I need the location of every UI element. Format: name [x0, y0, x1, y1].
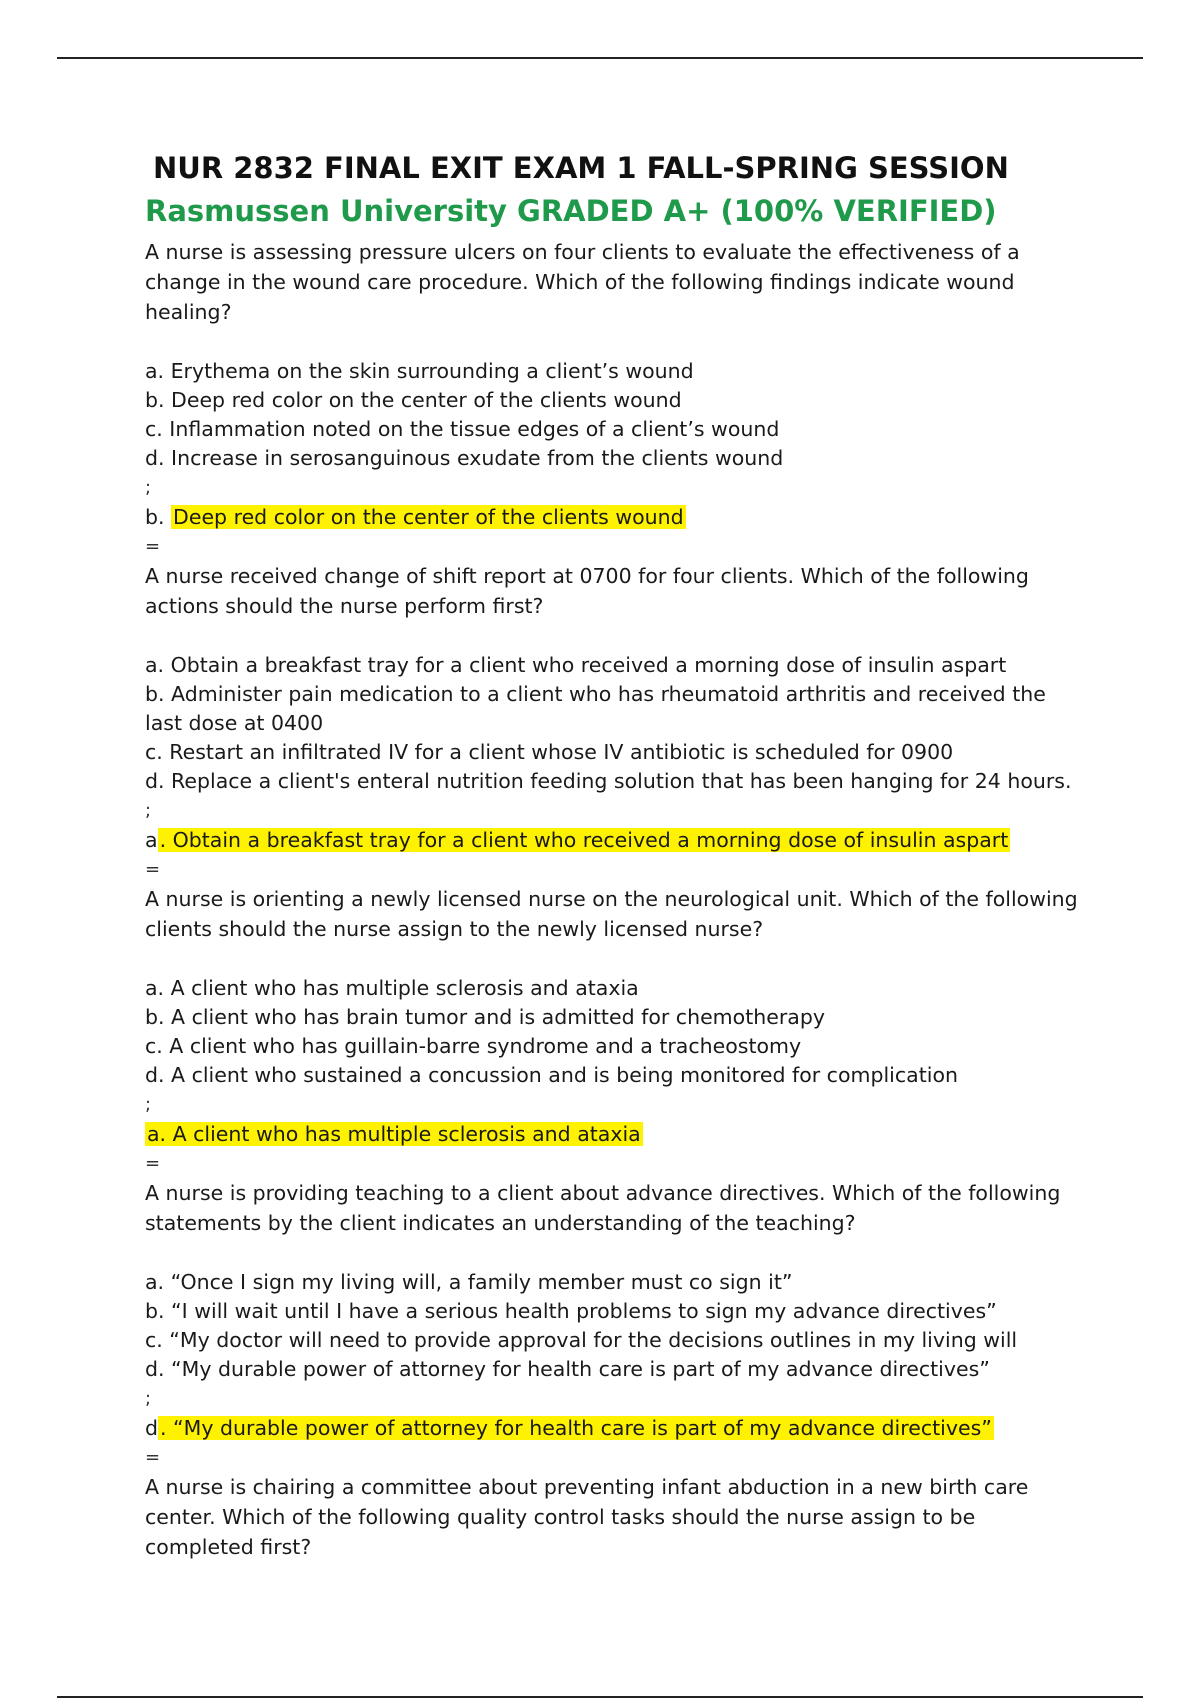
- final-question-text: A nurse is chairing a committee about preventing infant abduction in a new birth care center. Which of the following quality control tasks should the nurse assign to be completed first?: [145, 1475, 1029, 1559]
- question-block: [145, 561, 1085, 884]
- question-text: A nurse is orienting a newly licensed nurse on the neurological unit. Which of the following clients should the nurse assign to the newly licensed nurse?: [145, 887, 1078, 941]
- answer-line: [145, 502, 1085, 532]
- answer-line: [145, 1119, 1085, 1149]
- answer-highlight: a. A client who has multiple sclerosis and ataxia: [147, 1122, 641, 1146]
- question-text: A nurse is assessing pressure ulcers on four clients to evaluate the effectiveness of a change in the wound care procedure. Which of the following findings indicate wound healing?: [145, 240, 1020, 324]
- separator-equals: =: [145, 536, 161, 557]
- answer-highlight: Deep red color on the center of the clients wound: [173, 505, 684, 529]
- option-list: [145, 651, 1085, 796]
- separator-semicolon: ;: [145, 1094, 152, 1115]
- option-item: c. A client who has guillain-barre syndrome and a tracheostomy: [145, 1034, 802, 1058]
- option-item: a. Obtain a breakfast tray for a client who received a morning dose of insulin aspart: [145, 653, 1007, 677]
- option-list: [145, 1268, 1085, 1384]
- question-block: [145, 237, 1085, 561]
- separator-semicolon: ;: [145, 800, 152, 821]
- option-item: d. “My durable power of attorney for health care is part of my advance directives”: [145, 1357, 990, 1381]
- option-item: c. Restart an infiltrated IV for a client whose IV antibiotic is scheduled for 0900: [145, 740, 954, 764]
- option-list: [145, 974, 1085, 1090]
- option-item: a. “Once I sign my living will, a family member must co sign it”: [145, 1270, 793, 1294]
- option-item: d. Increase in serosanguinous exudate from the clients wound: [145, 446, 784, 470]
- option-item: b. “I will wait until I have a serious health problems to sign my advance directives”: [145, 1299, 997, 1323]
- option-item: c. Inflammation noted on the tissue edges of a client’s wound: [145, 417, 780, 441]
- separator-equals: =: [145, 1153, 161, 1174]
- document-title: NUR 2832 FINAL EXIT EXAM 1 FALL-SPRING SESSION: [153, 151, 1009, 185]
- bottom-rule: [57, 1696, 1143, 1698]
- answer-prefix: b.: [145, 505, 172, 529]
- option-item: d. A client who sustained a concussion and is being monitored for complication: [145, 1063, 958, 1087]
- answer-highlight: . “My durable power of attorney for health care is part of my advance directives”: [160, 1416, 992, 1440]
- separator-semicolon: ;: [145, 477, 152, 498]
- question-block: [145, 884, 1085, 1178]
- document-subtitle: Rasmussen University GRADED A+ (100% VERIFIED): [145, 194, 997, 228]
- answer-prefix: d: [145, 1416, 159, 1440]
- separator-equals: =: [145, 859, 161, 880]
- option-list: [145, 357, 1085, 473]
- option-item: a. Erythema on the skin surrounding a client’s wound: [145, 359, 694, 383]
- question-block: [145, 1178, 1085, 1472]
- option-item: b. A client who has brain tumor and is admitted for chemotherapy: [145, 1005, 825, 1029]
- option-item: b. Administer pain medication to a client who has rheumatoid arthritis and received the last dose at 0400: [145, 682, 1046, 735]
- question-text: A nurse received change of shift report at 0700 for four clients. Which of the following actions should the nurse perform first?: [145, 564, 1029, 618]
- answer-line: [145, 825, 1085, 855]
- answer-prefix: a: [145, 828, 158, 852]
- question-list: [145, 237, 1085, 1472]
- option-item: a. A client who has multiple sclerosis and ataxia: [145, 976, 639, 1000]
- document-body: [145, 148, 1085, 1562]
- option-item: c. “My doctor will need to provide approval for the decisions outlines in my living will: [145, 1328, 1018, 1352]
- answer-line: [145, 1413, 1085, 1443]
- answer-highlight: . Obtain a breakfast tray for a client who received a morning dose of insulin aspart: [159, 828, 1009, 852]
- option-item: b. Deep red color on the center of the clients wound: [145, 388, 682, 412]
- top-rule: [57, 57, 1143, 59]
- separator-semicolon: ;: [145, 1388, 152, 1409]
- separator-equals: =: [145, 1447, 161, 1468]
- option-item: d. Replace a client's enteral nutrition feeding solution that has been hanging for 24 hours.: [145, 769, 1072, 793]
- question-text: A nurse is providing teaching to a client about advance directives. Which of the following statements by the client indicates an understanding of the teaching?: [145, 1181, 1061, 1235]
